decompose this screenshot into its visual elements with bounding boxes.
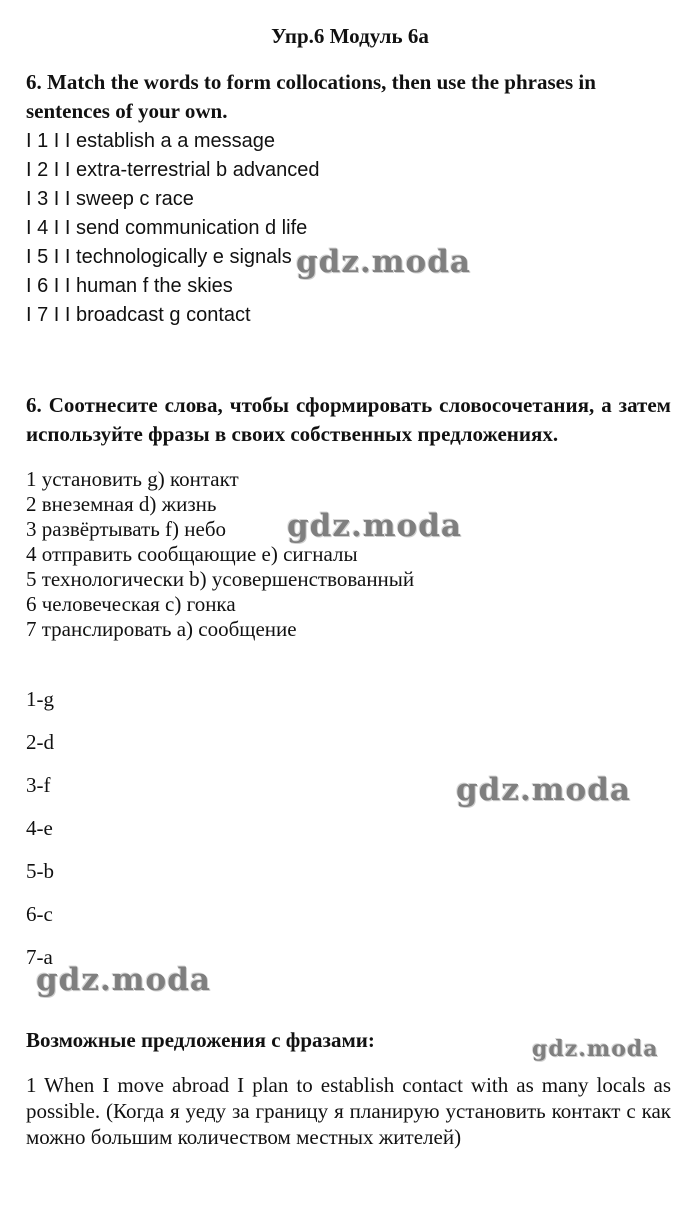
list-item: 7 транслировать a) сообщение [26,617,297,641]
list-item: 1 установить g) контакт [26,467,239,491]
sentence-item: 1 When I move abroad I plan to establish contact with as many locals as possible. (Когда я уеду за границу я планирую установить контакт с как можно большим количеством местных жителей) [26,1073,671,1149]
answer-item: 1-g [26,687,54,711]
list-item: I 1 I I establish a a message [26,130,276,152]
watermark: gdz.moda [456,772,631,808]
task-heading-en-line2: sentences of your own. [26,99,228,123]
answer-item: 2-d [26,730,54,754]
page-title: Упр.6 Модуль 6а [271,24,429,48]
watermark: gdz.moda [296,244,471,280]
watermark: gdz.moda [36,962,211,998]
list-item: I 6 I I human f the skies [26,275,233,297]
list-item: I 7 I I broadcast g contact [26,304,251,326]
answer-item: 6-c [26,902,53,926]
list-item: 6 человеческая c) гонка [26,592,236,616]
list-item: I 4 I I send communication d life [26,217,308,239]
list-item: 3 развёртывать f) небо [26,517,227,541]
answer-item: 5-b [26,859,54,883]
list-item: I 2 I I extra-terrestrial b advanced [26,159,320,181]
task-items-en [26,127,676,330]
list-item: 5 технологически b) усовершенствованный [26,567,415,591]
watermark: gdz.moda [532,1036,659,1062]
task-heading-en [26,68,671,126]
answer-item: 4-e [26,816,53,840]
sentences-heading: Возможные предложения с фразами: [26,1028,375,1052]
task-items-ru [26,467,676,642]
list-item: 4 отправить сообщающие e) сигналы [26,542,358,566]
answer-item: 3-f [26,773,51,797]
list-item: 2 внеземная d) жизнь [26,492,217,516]
list-item: I 3 I I sweep c race [26,188,194,210]
task-heading-ru: 6. Соотнесите слова, чтобы сформировать словосочетания, а затем используйте фразы в своих собственных предложениях. [26,393,671,446]
answer-item: 7-a [26,945,53,969]
task-heading-en-line1: 6. Match the words to form collocations, then use the phrases in [26,70,596,94]
watermark: gdz.moda [287,508,462,544]
list-item: I 5 I I technologically e signals [26,246,292,268]
answer-list [26,678,226,979]
